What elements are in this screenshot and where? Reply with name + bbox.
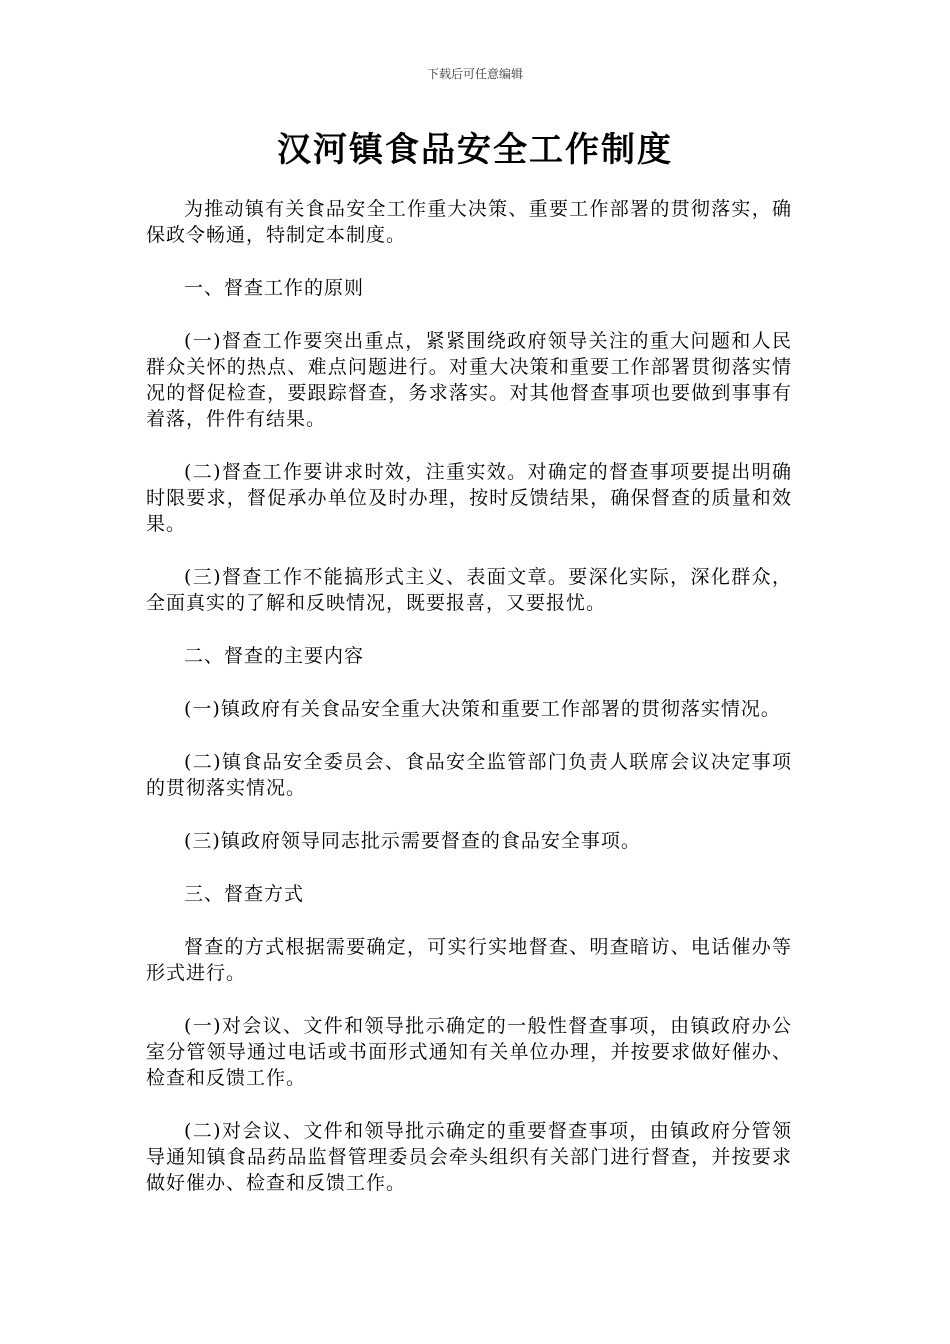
method-item-1: (一)对会议、文件和领导批示确定的一般性督查事项，由镇政府办公室分管领导通过电话或书面形式通知有关单位办理，并按要求做好催办、检查和反馈工作。 (146, 1015, 792, 1089)
content-item-3: (三)镇政府领导同志批示需要督查的食品安全事项。 (184, 830, 641, 852)
document-body (146, 196, 792, 1223)
header-note: 下载后可任意编辑 (426, 67, 523, 81)
section-heading-principles: 一、督查工作的原则 (184, 277, 365, 299)
content-item-2: (二)镇食品安全委员会、食品安全监管部门负责人联席会议决定事项的贯彻落实情况。 (146, 751, 792, 799)
intro-paragraph: 为推动镇有关食品安全工作重大决策、重要工作部署的贯彻落实，确保政令畅通，特制定本制度。 (146, 198, 792, 246)
content-item-1: (一)镇政府有关食品安全重大决策和重要工作部署的贯彻落实情况。 (184, 698, 781, 720)
document-title: 汉河镇食品安全工作制度 (277, 130, 673, 170)
principle-item-3: (三)督查工作不能搞形式主义、表面文章。要深化实际，深化群众，全面真实的了解和反映情况，既要报喜，又要报忧。 (146, 566, 792, 614)
principle-item-2: (二)督查工作要讲求时效，注重实效。对确定的督查事项要提出明确时限要求，督促承办单位及时办理，按时反馈结果，确保督查的质量和效果。 (146, 461, 792, 535)
section-heading-content: 二、督查的主要内容 (184, 645, 365, 667)
methods-intro-paragraph: 督查的方式根据需要确定，可实行实地督查、明查暗访、电话催办等形式进行。 (146, 936, 792, 984)
section-heading-methods: 三、督查方式 (184, 883, 305, 905)
principle-item-1: (一)督查工作要突出重点，紧紧围绕政府领导关注的重大问题和人民群众关怀的热点、难点问题进行。对重大决策和重要工作部署贯彻落实情况的督促检查，要跟踪督查，务求落实。对其他督查事项也要做到事事有着落，件件有结果。 (146, 330, 792, 430)
method-item-2: (二)对会议、文件和领导批示确定的重要督查事项，由镇政府分管领导通知镇食品药品监督管理委员会牵头组织有关部门进行督查，并按要求做好催办、检查和反馈工作。 (146, 1120, 792, 1194)
